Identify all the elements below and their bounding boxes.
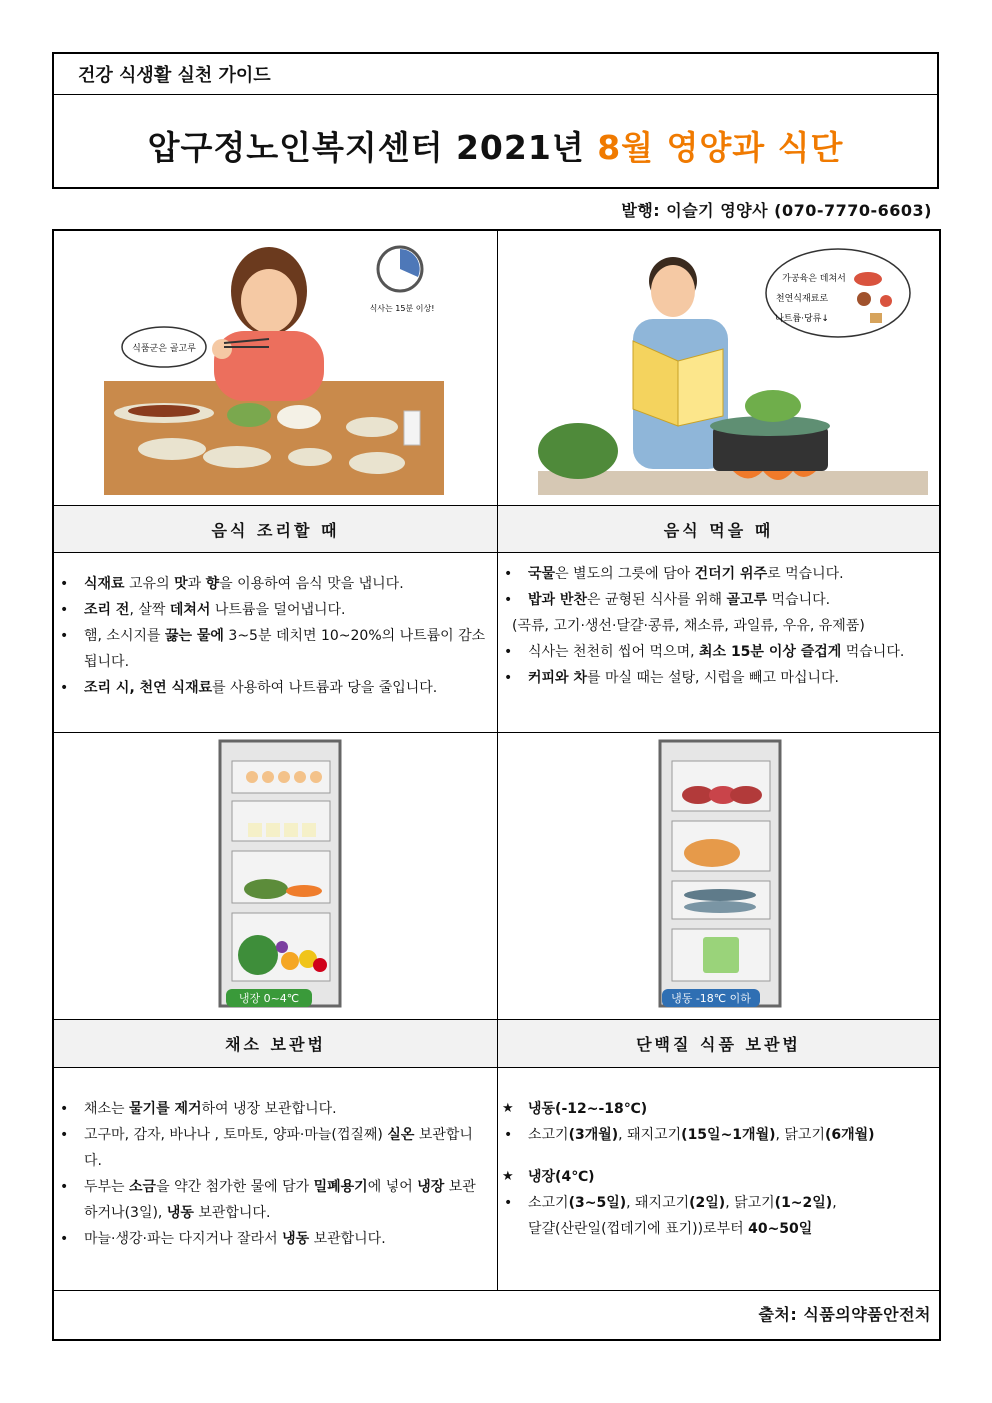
cooking-bubble-line-2: 천연식재료로 (775, 294, 829, 304)
eating-illustration (54, 231, 498, 505)
eating-tip-note: (곡류, 고기·생선·달걀·콩류, 채소류, 과일류, 우유, 유제품) (512, 618, 865, 634)
fridge-heading: ★ 냉장(4℃) (498, 1164, 933, 1190)
fridge-temp-label: 냉장 0~4℃ (238, 992, 300, 1005)
eating-header: 음식 먹을 때 (663, 520, 774, 540)
protein-tip-continued: 달걀(산란일(껍데기에 표기))로부터 40~50일 (528, 1221, 813, 1237)
guide-label: 건강 식생활 실천 가이드 (54, 54, 937, 95)
cooking-tips (54, 553, 498, 732)
section1-header-row (54, 506, 939, 553)
vegetable-storage-header: 채소 보관법 (54, 1020, 498, 1067)
eating-tips (498, 553, 939, 732)
protein-storage-header: 단백질 식품 보관법 (636, 1035, 801, 1054)
eating-tip: • 국물은 별도의 그릇에 담아 건더기 위주로 먹습니다. (498, 561, 933, 587)
cooking-illustration (498, 231, 939, 505)
protein-tip: • 소고기(3~5일), 돼지고기(2일), 닭고기(1~2일), (498, 1190, 933, 1216)
freezer-illustration (498, 733, 939, 1019)
cooking-tip: • 햄, 소시지를 끓는 물에 3~5분 데치면 10~20%의 나트륨이 감소됩니다. (54, 623, 487, 675)
section1-text-row (54, 553, 939, 733)
source-credit: 출처: 식품의약품안전처 (758, 1305, 931, 1324)
content-grid (52, 229, 941, 1341)
cooking-tip: • 조리 전, 살짝 데쳐서 나트륨을 덜어냅니다. (54, 597, 487, 623)
page-title (54, 122, 937, 169)
vegetable-tip: • 두부는 소금을 약간 첨가한 물에 담가 밀폐용기에 넣어 냉장 보관하거나(3일), 냉동 보관합니다. (54, 1174, 487, 1226)
cooking-header: 음식 조리할 때 (54, 506, 498, 552)
fridge-illustration (54, 733, 498, 1019)
eating-tip: • 밥과 반찬은 균형된 식사를 위해 골고루 먹습니다. (498, 587, 933, 613)
freezer-heading: ★ 냉동(-12~-18℃) (498, 1096, 933, 1122)
title-prefix: 압구정노인복지센터 2021년 (147, 128, 598, 167)
freezer-temp-label: 냉동 -18℃ 이하 (671, 992, 751, 1005)
cooking-bubble-line-1: 가공육은 데쳐서 (782, 274, 846, 284)
eating-tip: • 커피와 차를 마실 때는 설탕, 시럽을 빼고 마십니다. (498, 665, 933, 691)
cooking-bubble-line-3: 나트륨·당류↓ (775, 314, 829, 324)
vegetable-tip: • 마늘·생강·파는 다지거나 잘라서 냉동 보관합니다. (54, 1226, 487, 1252)
eating-bubble-text: 식품군은 골고루 (132, 344, 196, 354)
illustration-row-2 (54, 733, 939, 1020)
clock-caption: 식사는 15분 이상! (369, 304, 435, 313)
protein-tip: • 소고기(3개월), 돼지고기(15일~1개월), 닭고기(6개월) (498, 1122, 933, 1148)
title-box (52, 52, 939, 189)
title-highlight: 8월 영양과 식단 (597, 128, 844, 167)
eating-tip: • 식사는 천천히 씹어 먹으며, 최소 15분 이상 즐겁게 먹습니다. (498, 639, 933, 665)
protein-storage-tips (498, 1068, 939, 1290)
cooking-tip: • 식재료 고유의 맛과 향을 이용하여 음식 맛을 냅니다. (54, 571, 487, 597)
vegetable-tip: • 고구마, 감자, 바나나 , 토마토, 양파·마늘(껍질째) 실온 보관합니다. (54, 1122, 487, 1174)
footer-row (54, 1291, 939, 1339)
section2-text-row (54, 1068, 939, 1291)
cooking-tip: • 조리 시, 천연 식재료를 사용하여 나트륨과 당을 줄입니다. (54, 675, 487, 701)
vegetable-tip: • 채소는 물기를 제거하여 냉장 보관합니다. (54, 1096, 487, 1122)
illustration-row-1 (54, 231, 939, 506)
publisher-info: 발행: 이슬기 영양사 (070-7770-6603) (621, 201, 932, 220)
vegetable-storage-tips (54, 1068, 498, 1290)
section2-header-row (54, 1020, 939, 1068)
